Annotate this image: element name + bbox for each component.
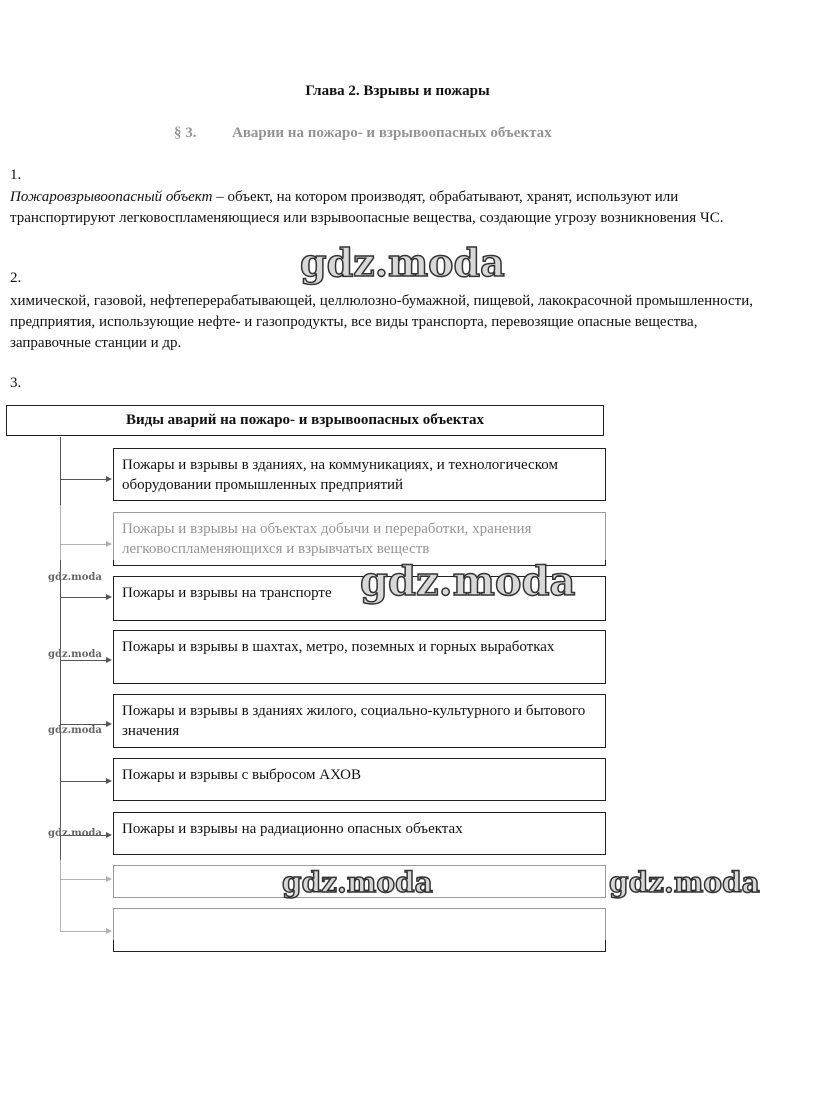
watermark: gdz.moda — [48, 828, 102, 839]
answer-1-term: Пожаровзрывоопасный объект — [10, 189, 213, 205]
answer-2-text: химической, газовой, нефтеперерабатывающей, целлюлозно-бумажной, пищевой, лакокрасочной промышленности, предприятия, использующие нефте- и газопродукты, все виды транспорта, перевозящие опасные вещества, заправочные станции и др. — [10, 293, 753, 351]
arrow-6 — [60, 781, 110, 782]
watermark: gdz.moda — [300, 240, 505, 285]
answer-1-text — [10, 187, 780, 229]
scheme-item: Пожары и взрывы на радиационно опасных объектах — [113, 812, 606, 855]
watermark: gdz.moda — [48, 649, 102, 660]
watermark: gdz.moda — [360, 558, 576, 605]
scheme-item: Пожары и взрывы на транспорте — [113, 576, 606, 621]
watermark-band — [60, 505, 640, 560]
watermark-band — [60, 120, 680, 160]
arrow-4 — [60, 660, 110, 661]
answer-number-3: 3. — [10, 375, 22, 391]
arrow-1 — [60, 479, 110, 480]
arrow-3 — [60, 597, 110, 598]
scheme-item: Пожары и взрывы с выбросом АХОВ — [113, 758, 606, 801]
watermark: gdz.moda — [609, 866, 760, 899]
chapter-title: Глава 2. Взрывы и пожары — [305, 83, 490, 99]
scheme-item: Пожары и взрывы в зданиях, на коммуникациях, и технологическом оборудовании промышленных предприятий — [113, 448, 606, 501]
scheme-item: Пожары и взрывы в зданиях жилого, социально-культурного и бытового значения — [113, 694, 606, 748]
answer-number-1: 1. — [10, 167, 22, 183]
answer-number-2: 2. — [10, 270, 22, 286]
watermark: gdz.moda — [48, 725, 102, 736]
watermark: gdz.moda — [48, 572, 102, 583]
watermark: gdz.moda — [282, 866, 433, 899]
scheme-item: Пожары и взрывы в шахтах, метро, поземных и горных выработках — [113, 630, 606, 684]
scheme-title: Виды аварий на пожаро- и взрывоопасных объектах — [6, 405, 604, 436]
answer-1-definition: – объект, на котором производят, обрабатывают, хранят, используют или транспортируют легковоспламеняющиеся или взрывоопасные вещества, создающие угрозу возникновения ЧС. — [10, 189, 724, 226]
